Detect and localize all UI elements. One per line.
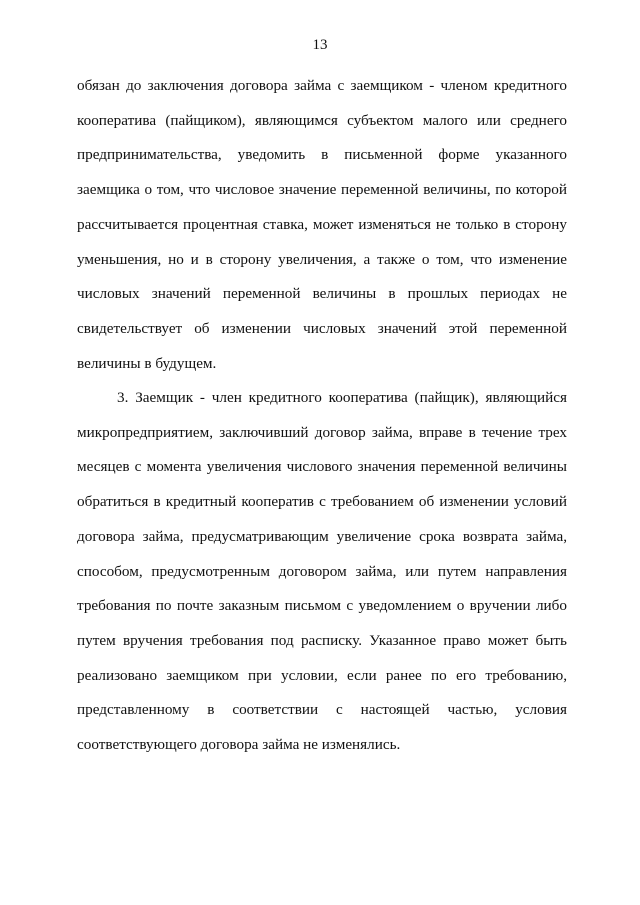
paragraph-line: микропредприятием, заключивший договор займа, вправе в течение трех [77, 423, 567, 441]
paragraph-line: соответствующего договора займа не изменялись. [77, 736, 401, 754]
page-number: 13 [312, 37, 328, 53]
paragraph-line: рассчитывается процентная ставка, может изменяться не только в сторону [77, 215, 567, 233]
paragraph-line: путем вручения требования под расписку. Указанное право может быть [77, 631, 567, 649]
paragraph-line: представленному в соответствии с настоящей частью, условия [77, 701, 567, 719]
paragraph-1 [77, 69, 567, 381]
paragraph-line: уменьшения, но и в сторону увеличения, а также о том, что изменение [77, 250, 567, 268]
paragraph-line: месяцев с момента увеличения числового значения переменной величины [77, 458, 567, 476]
paragraph-line: числовых значений переменной величины в прошлых периодах не [77, 285, 567, 303]
paragraph-line: заемщика о том, что числовое значение переменной величины, по которой [77, 181, 567, 199]
paragraph-line: обязан до заключения договора займа с заемщиком - членом кредитного [77, 77, 567, 94]
paragraph-line: договора займа, предусматривающим увеличение срока возврата займа, [77, 527, 567, 545]
paragraph-line: предпринимательства, уведомить в письменной форме указанного [77, 146, 567, 164]
paragraph-line: обратиться в кредитный кооператив с требованием об изменении условий [77, 493, 567, 511]
paragraph-line: 3. Заемщик - член кредитного кооператива (пайщик), являющийся [117, 389, 567, 406]
paragraph-2 [77, 381, 567, 763]
paragraph-line: величины в будущем. [77, 354, 217, 372]
paragraph-line: свидетельствует об изменении числовых значений этой переменной [77, 319, 567, 337]
paragraph-line: кооператива (пайщиком), являющимся субъектом малого или среднего [77, 111, 567, 129]
paragraph-line: требования по почте заказным письмом с уведомлением о вручении либо [77, 597, 567, 615]
paragraph-line: реализовано заемщиком при условии, если ранее по его требованию, [77, 666, 567, 684]
paragraph-line: способом, предусмотренным договором займа, или путем направления [77, 562, 567, 580]
